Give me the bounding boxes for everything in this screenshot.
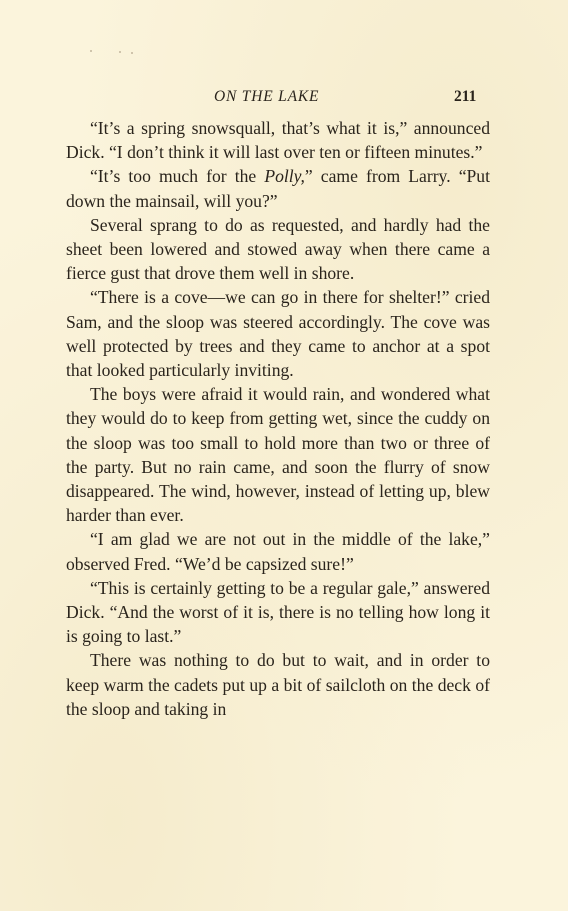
paper-speck	[119, 51, 121, 53]
text-run: “This is certainly getting to be a regular gale,” answered Dick. “And the worst of it is, there is no telling how long it is going to last.”	[66, 577, 490, 647]
text-run: “I am glad we are not out in the middle of the lake,” observed Fred. “We’d be capsized sure!”	[66, 529, 490, 574]
page-number: 211	[454, 88, 477, 105]
text-run: “It’s too much for the	[90, 166, 265, 187]
text-run: Several sprang to do as requested, and hardly had the sheet been lowered and stowed away when there came a fierce gust that drove them well in shore.	[66, 214, 490, 284]
paragraph	[66, 382, 490, 527]
text-run: “There is a cove—we can go in there for shelter!” cried Sam, and the sloop was steered accordingly. The cove was well protected by trees and they came to anchor at a spot that looked particularly inviting.	[66, 287, 490, 381]
running-title: ON THE LAKE	[214, 88, 320, 105]
italic-text: Polly,	[264, 166, 305, 187]
page-header	[0, 88, 568, 112]
text-run: “It’s a spring snowsquall, that’s what it is,” announced Dick. “I don’t think it will last over ten or fifteen minutes.”	[66, 118, 490, 163]
paragraph	[66, 285, 490, 382]
paragraph	[66, 164, 490, 212]
text-run: ” came from Larry. “Put down the mainsail, will you?”	[66, 166, 490, 211]
text-run: There was nothing to do but to wait, and in order to keep warm the cadets put up a bit of sailcloth on the deck of the sloop and taking in	[66, 650, 490, 719]
paragraph	[66, 576, 490, 649]
paragraph	[66, 213, 490, 286]
paragraph	[66, 527, 490, 575]
paper-speck	[90, 50, 92, 52]
paragraph	[66, 116, 490, 164]
body-text	[66, 116, 490, 721]
paper-speck	[131, 52, 133, 54]
text-run: The boys were afraid it would rain, and wondered what they would do to keep from getting wet, since the cuddy on the sloop was too small to hold more than two or three of the party. But no rain came, and soon the flurry of snow disappeared. The wind, however, instead of letting up, blew harder than ever.	[66, 384, 490, 526]
paragraph	[66, 648, 490, 721]
